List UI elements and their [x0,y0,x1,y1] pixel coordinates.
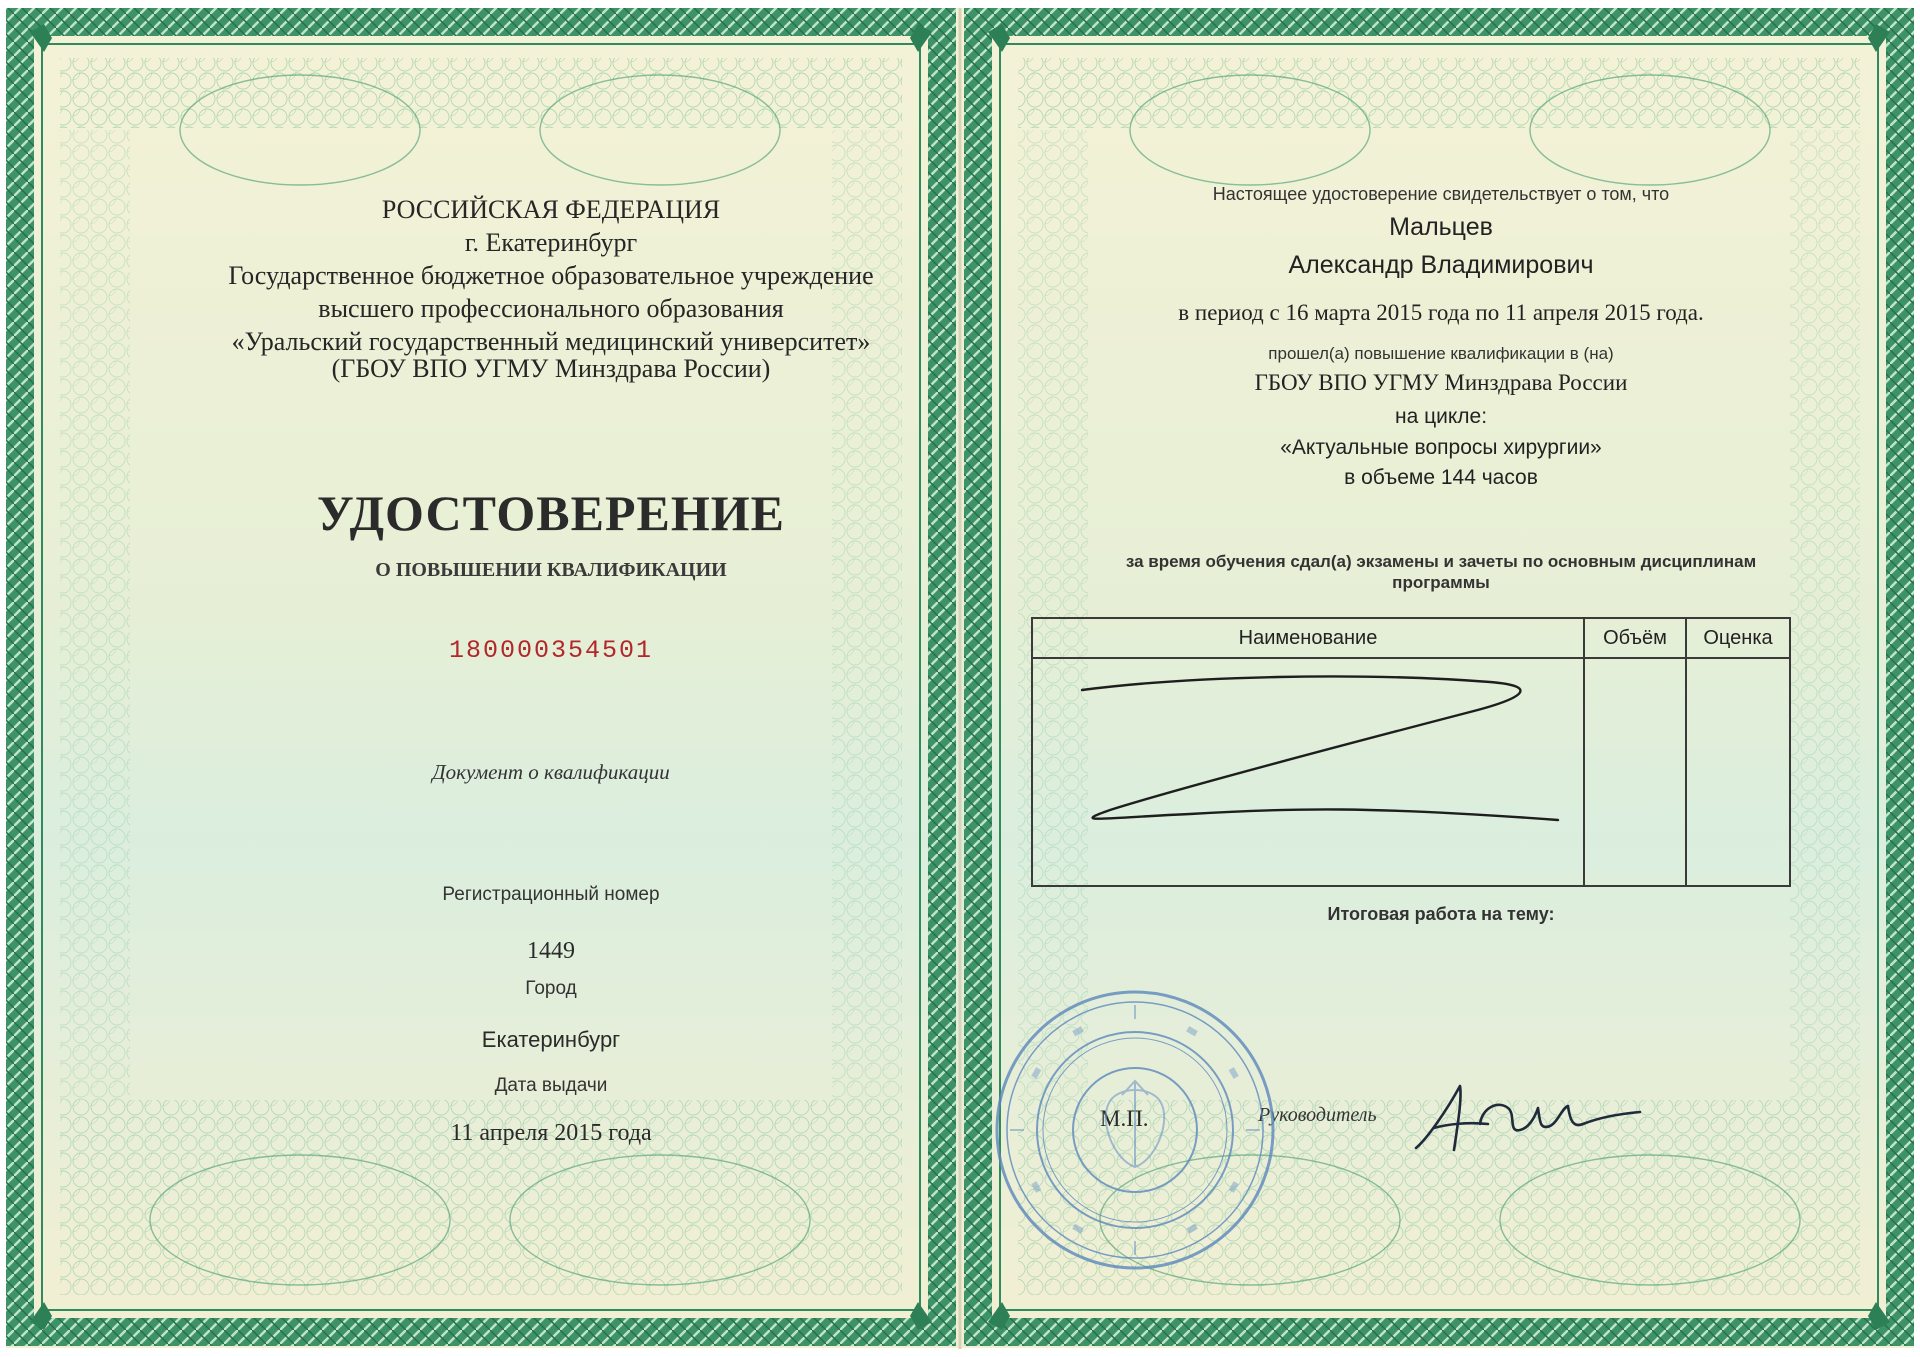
header-institution-abbr: (ГБОУ ВПО УГМУ Минздрава России) [331,354,771,383]
cycle-name: «Актуальные вопросы хирургии» [1280,436,1602,459]
table-cell-volume [1584,658,1686,886]
signature [1408,1078,1648,1158]
issue-date-value: 11 апреля 2015 года [450,1120,652,1146]
city-value: Екатеринбург [481,1027,621,1052]
cycle-label: на цикле: [1394,405,1488,428]
training-period: в период с 16 марта 2015 года по 11 апреля 2015 года. [1178,300,1704,325]
header-city: г. Екатеринбург [464,228,638,257]
passed-text: прошел(а) повышение квалификации в (на) [1268,344,1614,363]
stamp-place-label: М.П. [1100,1106,1149,1131]
document-type: Документ о квалификации [432,760,670,784]
holder-given-names: Александр Владимирович [1288,251,1594,279]
exams-text-line1: за время обучения сдал(а) экзамены и зачеты по основным дисциплинам [1125,552,1757,571]
signatory-label: Руководитель [1258,1104,1377,1126]
header-country: РОССИЙСКАЯ ФЕДЕРАЦИЯ [381,195,721,224]
results-table-header-row [1032,618,1790,658]
training-institution: ГБОУ ВПО УГМУ Минздрава России [1254,370,1628,395]
header-institution-line1: Государственное бюджетное образовательное учреждение [228,261,874,290]
registration-number: 1449 [527,938,575,964]
table-header-grade: Оценка [1686,618,1790,658]
header-institution-line2: высшего профессионального образования [318,294,784,323]
serial-number: 180000354501 [448,636,654,665]
document-title: УДОСТОВЕРЕНИЕ [317,485,785,541]
exams-text-line2: программы [1392,573,1490,592]
official-seal [990,985,1280,1275]
header-institution-line3: «Уральский государственный медицинский университет» [231,327,871,356]
issue-date-label: Дата выдачи [494,1075,608,1096]
cancellation-scribble [1070,668,1570,828]
registration-label: Регистрационный номер [442,884,660,905]
course-volume: в объеме 144 часов [1344,466,1538,489]
table-header-volume: Объём [1584,618,1686,658]
final-work-label: Итоговая работа на тему: [1327,904,1555,924]
table-cell-grade [1686,658,1790,886]
table-header-name: Наименование [1032,618,1584,658]
holder-surname: Мальцев [1389,213,1493,241]
intro-text: Настоящее удостоверение свидетельствует о том, что [1212,184,1670,204]
document-subtitle: О ПОВЫШЕНИИ КВАЛИФИКАЦИИ [375,559,727,581]
city-label: Город [525,978,577,999]
